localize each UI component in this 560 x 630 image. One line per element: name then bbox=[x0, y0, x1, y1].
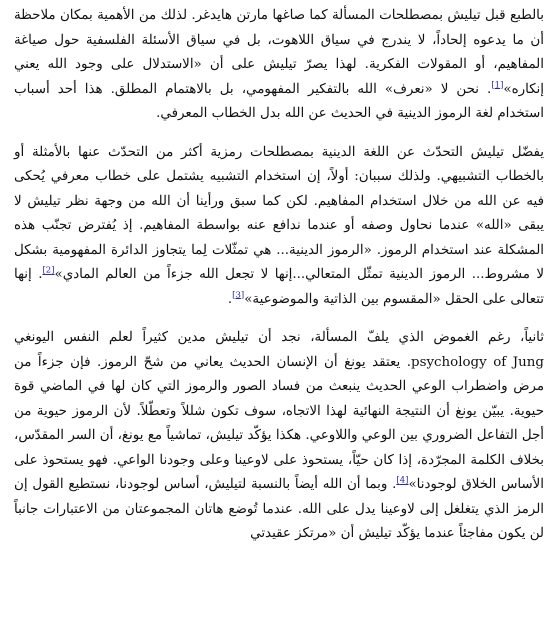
footnote-ref[interactable]: [3] bbox=[232, 290, 245, 301]
latin-term: psychology of Jung bbox=[411, 354, 544, 370]
footnote-ref[interactable]: [4] bbox=[396, 475, 409, 486]
paragraph-text: . bbox=[227, 291, 233, 307]
paragraph-1 bbox=[14, 4, 544, 127]
footnote-ref[interactable]: [1] bbox=[491, 80, 504, 91]
paragraph-text: يفضّل تيليش التحدّث عن اللغة الدينية بمصطلحات رمزية أكثر من التحدّث عنها بالأمثلة أو بالخطاب التشبيهي. ولذلك سببان: أولاً، إن استخدام التشبيه يشتمل على خطاب معرفي يُحكى فيه عن الله من خلال استخدام المفاهيم. لكن كما سبق ورأينا أن الله من وجهة نظر تيليش لا يبقى «الله» عندما نحاول وصفه أو عندما ندافع عنه بواسطة المفاهيم. إذ يُفترض تجنّب هذه المشكلة عند استخدام الرموز. «الرموز الدينية... هي تمثّلات لِما يتجاوز الدائرة المفهومية بشكل لا مشروط... الرموز الدينية تمثّل المتعالي...إنها لا تجعل الله جزءاً من العالم المادي» bbox=[14, 144, 545, 282]
paragraph-text: . يعتقد يونغ أن الإنسان الحديث يعاني من شحّ الرموز. فإن جزءاً من مرض واضطراب الوعي الحديث ينبعث من فساد الصور والرموز التي كان لها في الماضي قوة حيوية. يبيّن يونغ أن النتيجة النهائية لهذا الاتجاه، سوف تكون شللاً وتعطّلاً bbox=[14, 354, 544, 419]
paragraph-text: ثانياً، رغم الغموض الذي يلفّ المسألة، نجد أن تيليش مدين كثيراً لعلم النفس اليونغي bbox=[14, 330, 544, 345]
paragraph-text: . لأن الرموز حيوية من أجل التفاعل الضروري بين الوعي واللاوعي. هكذا يؤكّد تيليش، تماشياً مع يونغ، أن السر المقدّس، بخلاف الكلمة المجرّدة، إذا كان حيّاً، يستحوذ على لاوعينا وعلى وجودنا الواعي. فهو يستحوذ على الأساس الخلاق لوجودنا» bbox=[14, 403, 544, 492]
paragraph-text: بالطبع قبل تيليش بمصطلحات المسألة كما صاغها مارتن هايدغر. لذلك من الأهمية بمكان ملاحظة أن ما يدعوه إلحاداً، لا يندرج في سياق اللاهوت، بل في سياق الأسئلة الفلسفية حول صياغة المفاهيم، أو المقولات الفكرية. لهذا يصرّ تيليش على أن «الاستدلال على وجود الله يعني إنكاره» bbox=[14, 8, 544, 97]
paragraph-text: . إنها تتعالى على الحقل «المقسوم بين الذاتية والموضوعية» bbox=[14, 267, 544, 307]
paragraph-text: . وبما أن الله أيضاً بالنسبة لتيليش، أساس لوجودنا، نستطيع القول إن الرمز الذي يتغلغل إلى لاوعينا يدل على الله. عندما تُوضع هاتان المجموعتان من الاعتبارات جانباً لن يكون مفاجئاً عندما يؤكّد تيليش أن «مرتكز عقيدتي bbox=[14, 477, 544, 541]
paragraph-text: . نحن لا «نعرف» الله بالتفكير المفهومي، بل بالاهتمام المطلق. هذا أحد أسباب استخدام لغة الرموز الدينية في الحديث عن الله بدل الخطاب المعرفي. bbox=[14, 81, 544, 121]
paragraph-3 bbox=[14, 326, 544, 547]
paragraph-2 bbox=[14, 141, 544, 313]
footnote-ref[interactable]: [2] bbox=[42, 265, 55, 276]
